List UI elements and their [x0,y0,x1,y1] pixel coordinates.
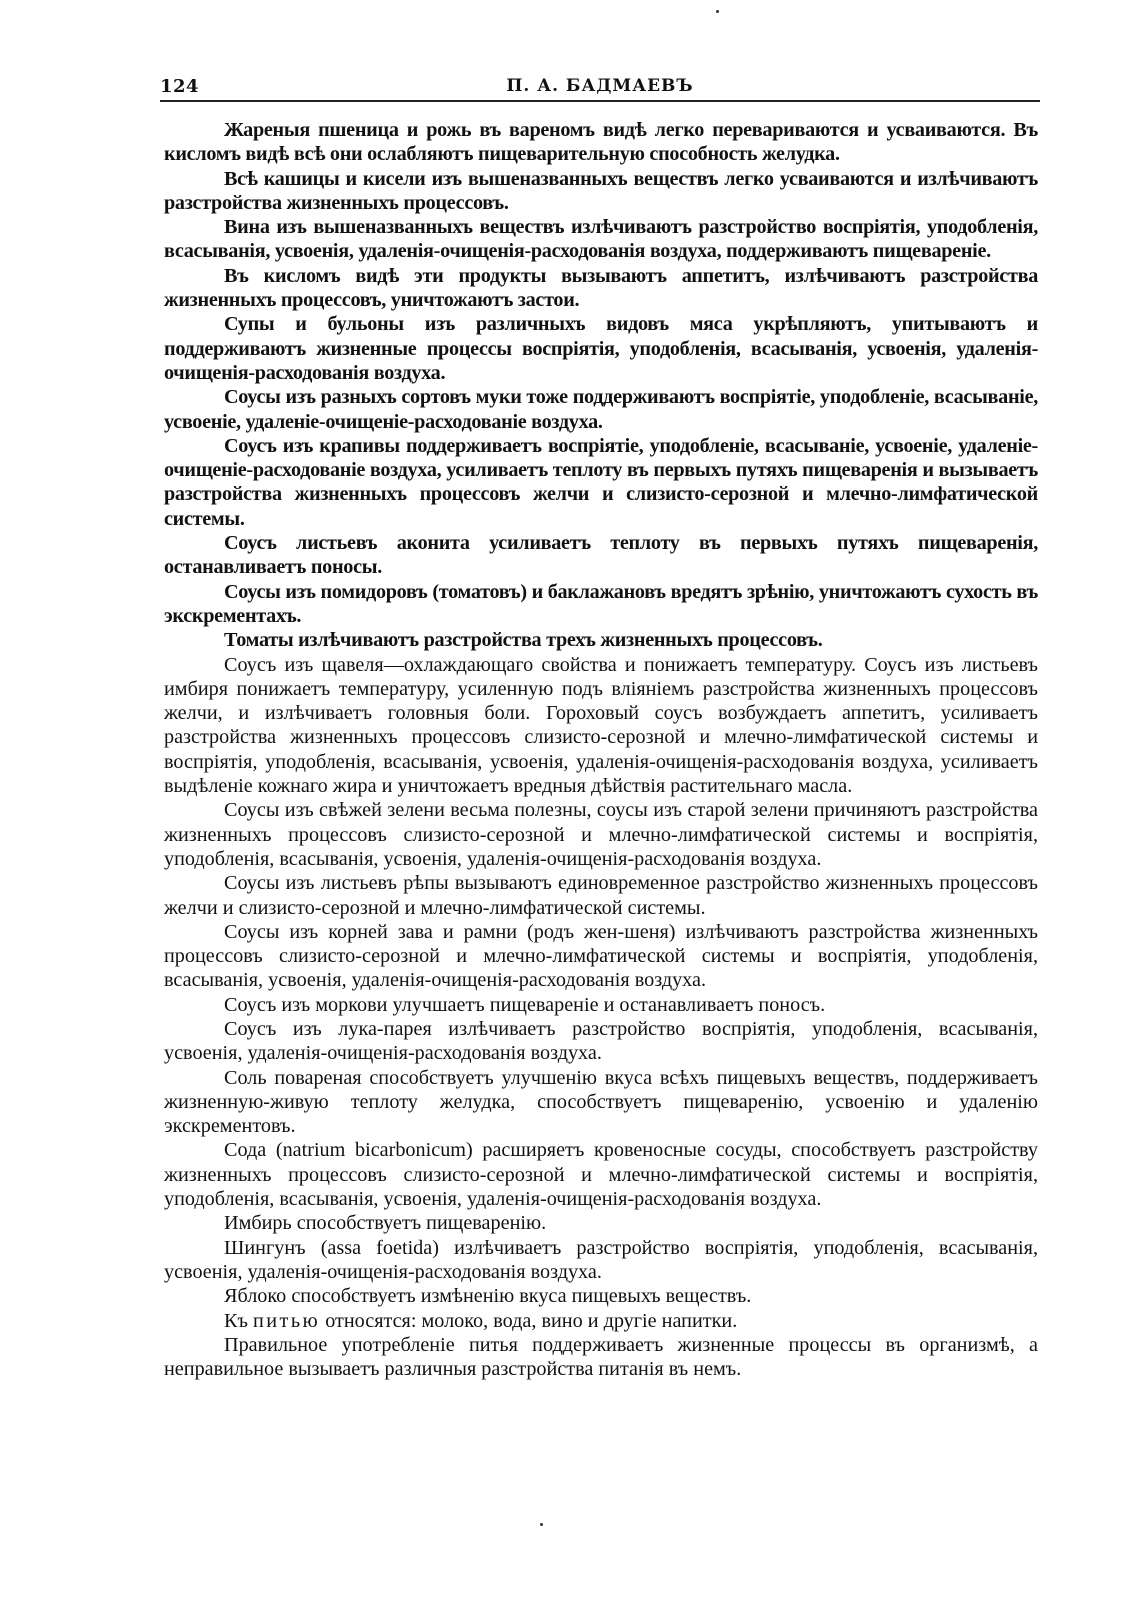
paragraph-soups: Супы и бульоны изъ различныхъ видовъ мяса укрѣпляютъ, упитываютъ и поддерживаютъ жизненные процессы воспріятія, уподобленія, всасыванія, усвоенія, удаленія-очищенія-расходованія воздуха. [164,313,1038,384]
paragraph-carrot-sauce: Соусъ изъ моркови улучшаетъ пищевареніе и останавливаетъ поносъ. [224,993,826,1016]
paragraph-sorrel-sauce: Соусъ изъ щавеля—охлаждающаго свойства и понижаетъ температуру. Соусъ изъ листьевъ имбиря понижаетъ температуру, усиленную подъ вліяніемъ разстройства жизненныхъ процессовъ желчи, и излѣчиваетъ головныя боли. Гороховый соусъ возбуждаетъ аппетитъ, усиливаетъ разстройства жизненныхъ процессовъ слизисто-серозной и млечно-лимфатической системы и воспріятія, уподобленія, всасыванія, усвоенія, удаленія-очищенія-расходованія воздуха, усиливаетъ выдѣленіе кожнаго жира и уничтожаетъ вредныя дѣйствія растительнаго масла. [164,653,1038,798]
paragraph-drinks-intro [164,1309,1038,1333]
paragraph-leek-sauce: Соусъ изъ лука-парея излѣчиваетъ разстройство воспріятія, уподобленія, всасыванія, усвоенія, удаленія-очищенія-расходованія воздуха. [164,1017,1038,1065]
drinks-lead: Къ [224,1309,248,1332]
paragraph-sour-products: Въ кисломъ видѣ эти продукты вызываютъ аппетитъ, излѣчиваютъ разстройства жизненныхъ процессовъ, уничтожаютъ застои. [164,264,1038,312]
body-text [164,118,1038,1381]
paragraph-asafoetida: Шингунъ (assa foetida) излѣчиваетъ разстройство воспріятія, уподобленія, всасыванія, усвоенія, удаленія-очищенія-расходованія воздуха. [164,1236,1038,1283]
paragraph-root-sauces: Соусы изъ корней зава и рамни (родъ жен-шеня) излѣчиваютъ разстройства жизненныхъ процессовъ слизисто-серозной и млечно-лимфатической системы и воспріятія, уподобленія, всасыванія, усвоенія, удаленія-очищенія-расходованія воздуха. [164,920,1038,992]
paragraph-tomatoes: Томаты излѣчиваютъ разстройства трехъ жизненныхъ процессовъ. [224,629,823,652]
paragraph-tomato-sauces: Соусы изъ помидоровъ (томатовъ) и баклажановъ вредятъ зрѣнію, уничтожаютъ сухость въ экскрементахъ. [164,580,1038,627]
paragraph-porridges: Всѣ кашицы и кисели изъ вышеназванныхъ веществъ легко усваиваются и излѣчиваютъ разстройства жизненныхъ процессовъ. [164,167,1038,214]
paragraph-nettle-sauce: Соусъ изъ крапивы поддерживаетъ воспріятіе, уподобленіе, всасываніе, усвоеніе, удаленіе-очищеніе-расходованіе воздуха, усиливаетъ теплоту въ первыхъ путяхъ пищеваренія и вызываетъ разстройства жизненныхъ процессовъ желчи и слизисто-серозной и млечно-лимфатической системы. [164,434,1038,530]
page-header [160,76,1040,98]
drinks-rest: относятся: молоко, вода, вино и другіе напитки. [325,1309,738,1332]
paragraph-drinks-final: Правильное употребленіе питья поддерживаетъ жизненные процессы въ организмѣ, а неправильное вызываетъ различныя разстройства питанія въ немъ. [164,1333,1038,1381]
paragraph-wines: Вина изъ вышеназванныхъ веществъ излѣчиваютъ разстройство воспріятія, уподобленія, всасыванія, усвоенія, удаленія-очищенія-расходованія воздуха, поддерживаютъ пищевареніе. [164,216,1038,263]
paragraph-aconite-sauce: Соусъ листьевъ аконита усиливаетъ теплоту въ первыхъ путяхъ пищеваренія, останавливаетъ поносы. [164,532,1038,579]
scan-speck [716,10,719,13]
page-number: 124 [160,76,200,97]
header-rule [160,100,1040,102]
paragraph-salt: Соль повареная способствуетъ улучшенію вкуса всѣхъ пищевыхъ веществъ, поддерживаетъ жизненную-живую теплоту желудка, способствуетъ пищеваренію, усвоенію и удаленію экскрементовъ. [164,1066,1038,1138]
drinks-spaced-word: питью [252,1309,321,1332]
paragraph-apple: Яблоко способствуетъ измѣненію вкуса пищевыхъ веществъ. [224,1285,752,1308]
paragraph-soda: Сода (natrium bicarbonicum) расширяетъ кровеносные сосуды, способствуетъ разстройству жизненныхъ процессовъ слизисто-серозной и млечно-лимфатической системы и воспріятія, уподобленія, всасыванія, усвоенія, удаленія-очищенія-расходованія воздуха. [164,1139,1038,1211]
paragraph-ginger: Имбирь способствуетъ пищеваренію. [224,1212,547,1235]
paragraph-turnip-sauces: Соусы изъ листьевъ рѣпы вызываютъ единовременное разстройство жизненныхъ процессовъ желчи и слизисто-серозной и млечно-лимфатической системы. [164,872,1038,919]
running-head: П. А. БАДМАЕВЪ [506,76,694,96]
scan-speck [540,1523,543,1526]
paragraph-fried-grains: Жареныя пшеница и рожь въ вареномъ видѣ легко перевариваются и усваиваются. Въ кисломъ видѣ всѣ они ослабляютъ пищеварительную способность желудка. [164,119,1038,166]
paragraph-green-sauces: Соусы изъ свѣжей зелени весьма полезны, соусы изъ старой зелени причиняютъ разстройства жизненныхъ процессовъ слизисто-серозной и млечно-лимфатической системы и воспріятія, уподобленія, всасыванія, усвоенія, удаленія-очищенія-расходованія воздуха. [164,799,1038,870]
paragraph-flour-sauces: Соусы изъ разныхъ сортовъ муки тоже поддерживаютъ воспріятіе, уподобленіе, всасываніе, усвоеніе, удаленіе-очищеніе-расходованіе воздуха. [164,386,1038,433]
